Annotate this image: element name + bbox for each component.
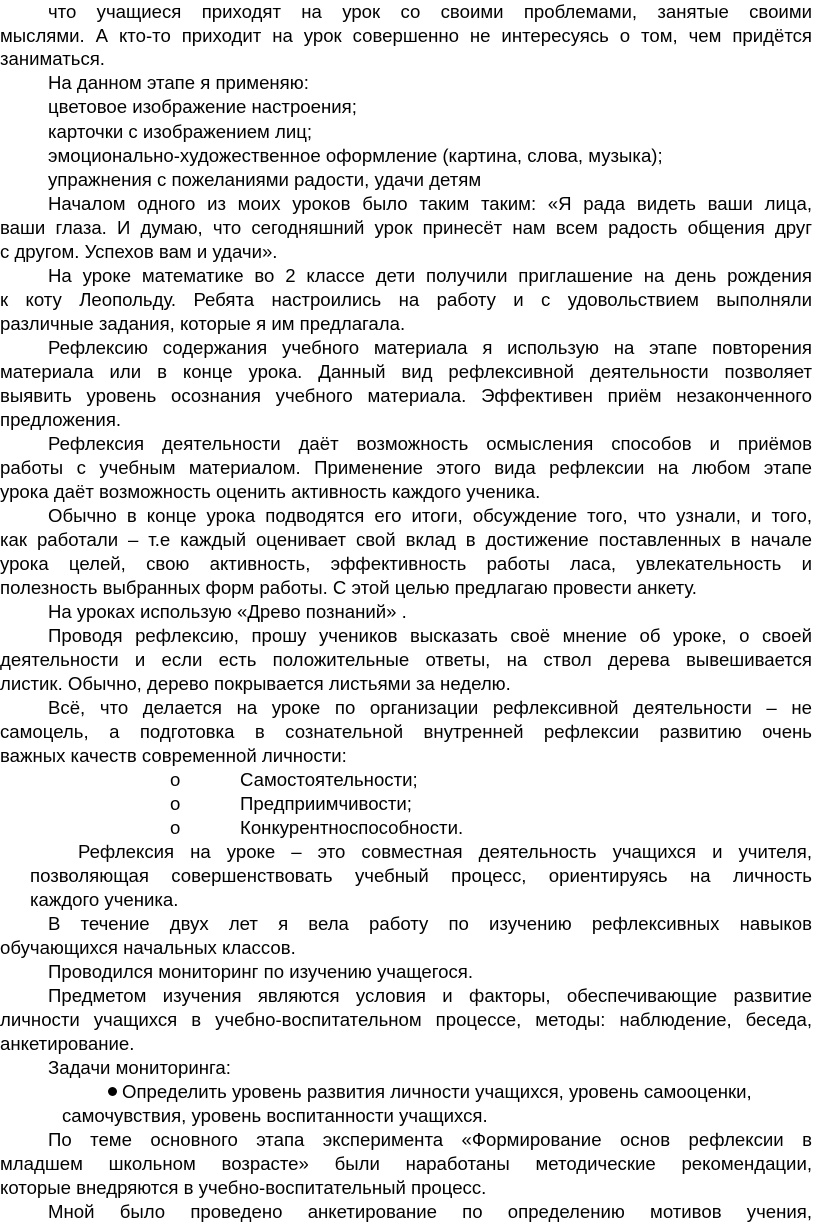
text-line: обучающихся начальных классов. (0, 937, 296, 958)
text-line: которые внедряются в учебно-воспитательный процесс. (0, 1177, 487, 1198)
text-line: цветовое изображение настроения; (48, 96, 357, 117)
text-line: выявить уровень осознания учебного материала. Эффективен приём незаконченного (0, 385, 812, 406)
circle-bullet-icon: o (170, 793, 181, 814)
text-line: работы с учебным материалом. Применение этого вида рефлексии на любом этапе (0, 457, 812, 478)
text-line: Рефлексию содержания учебного материала я использую на этапе повторения (48, 337, 812, 358)
text-line: анкетирование. (0, 1033, 135, 1054)
text-line: что учащиеся приходят на урок со своими проблемами, занятые своими (48, 1, 812, 22)
list-item-text: Конкурентноспособности. (240, 817, 464, 838)
list-item-text: Самостоятельности; (240, 769, 418, 790)
text-line: Проводя рефлексию, прошу учеников высказать своё мнение об уроке, о своей (48, 625, 812, 646)
list-item (0, 816, 816, 840)
list-item-text: Определить уровень развития личности учащихся, уровень самооценки, (122, 1081, 752, 1102)
text-line: Проводился мониторинг по изучению учащегося. (48, 961, 474, 982)
text-line: важных качеств современной личности: (0, 745, 347, 766)
text-line: самочувствия, уровень воспитанности учащихся. (62, 1105, 488, 1126)
text-line: полезность выбранных форм работы. С этой целью предлагаю провести анкету. (0, 577, 697, 598)
text-line: Началом одного из моих уроков было таким таким: «Я рада видеть ваши лица, (48, 193, 812, 214)
text-line: с другом. Успехов вам и удачи». (0, 241, 278, 262)
list-item (0, 792, 816, 816)
bullet-dot-icon (108, 1087, 117, 1096)
text-line: младшем школьном возрасте» были наработаны методические рекомендации, (0, 1153, 812, 1174)
circle-bullet-icon: o (170, 769, 181, 790)
text-line: предложения. (0, 409, 122, 430)
text-line: На данном этапе я применяю: (48, 72, 309, 93)
text-line: На уроках использую «Древо познаний» . (48, 601, 407, 622)
list-item-text: Предприимчивости; (240, 793, 412, 814)
text-line: По теме основного этапа эксперимента «Формирование основ рефлексии в (48, 1129, 812, 1150)
text-line: позволяющая совершенствовать учебный процесс, ориентируясь на личность (30, 865, 812, 886)
text-line: В течение двух лет я вела работу по изучению рефлексивных навыков (48, 913, 812, 934)
text-line: деятельности и если есть положительные ответы, на ствол дерева вывешивается (0, 649, 812, 670)
text-line: личности учащихся в учебно-воспитательном процессе, методы: наблюдение, беседа, (0, 1009, 812, 1030)
text-line: самоцель, а подготовка в сознательной внутренней рефлексии развитию очень (0, 721, 812, 742)
text-line: урока целей, свою активность, эффективность работы ласа, увлекательность и (0, 553, 812, 574)
text-line: Задачи мониторинга: (48, 1057, 231, 1078)
text-line: материала или в конце урока. Данный вид рефлексивной деятельности позволяет (0, 361, 812, 382)
text-line: листик. Обычно, дерево покрывается листьями за неделю. (0, 673, 511, 694)
text-line: Обычно в конце урока подводятся его итоги, обсуждение того, что узнали, и того, (48, 505, 812, 526)
text-line: эмоционально-художественное оформление (картина, слова, музыка); (48, 145, 663, 166)
text-line: к коту Леопольду. Ребята настроились на работу и с удовольствием выполняли (0, 289, 812, 310)
text-line: мыслями. А кто-то приходит на урок совершенно не интересуясь о том, чем придётся (0, 24, 812, 46)
text-line: упражнения с пожеланиями радости, удачи детям (48, 169, 482, 190)
list-item (108, 1080, 812, 1104)
text-line: как работали – т.е каждый оценивает свой вклад в достижение поставленных в начале (0, 529, 812, 550)
text-line: Мной было проведено анкетирование по определению мотивов учения, (48, 1201, 812, 1222)
text-line: карточки с изображением лиц; (48, 121, 313, 142)
text-line: Рефлексия деятельности даёт возможность осмысления способов и приёмов (48, 433, 812, 454)
list-item (0, 768, 816, 792)
text-line: заниматься. (0, 48, 105, 69)
text-line: Всё, что делается на уроке по организации рефлексивной деятельности – не (48, 697, 812, 718)
circle-bullet-icon: o (170, 817, 181, 838)
text-line: различные задания, которые я им предлагала. (0, 313, 406, 334)
text-line: На уроке математике во 2 классе дети получили приглашение на день рождения (48, 265, 812, 286)
text-line: урока даёт возможность оценить активность каждого ученика. (0, 481, 541, 502)
text-line: ваши глаза. И думаю, что сегодняшний урок принесёт нам всем радость общения друг (0, 217, 812, 238)
text-line: Предметом изучения являются условия и факторы, обеспечивающие развитие (48, 985, 812, 1006)
text-line: каждого ученика. (30, 889, 179, 910)
text-line: Рефлексия на уроке – это совместная деятельность учащихся и учителя, (78, 841, 812, 862)
